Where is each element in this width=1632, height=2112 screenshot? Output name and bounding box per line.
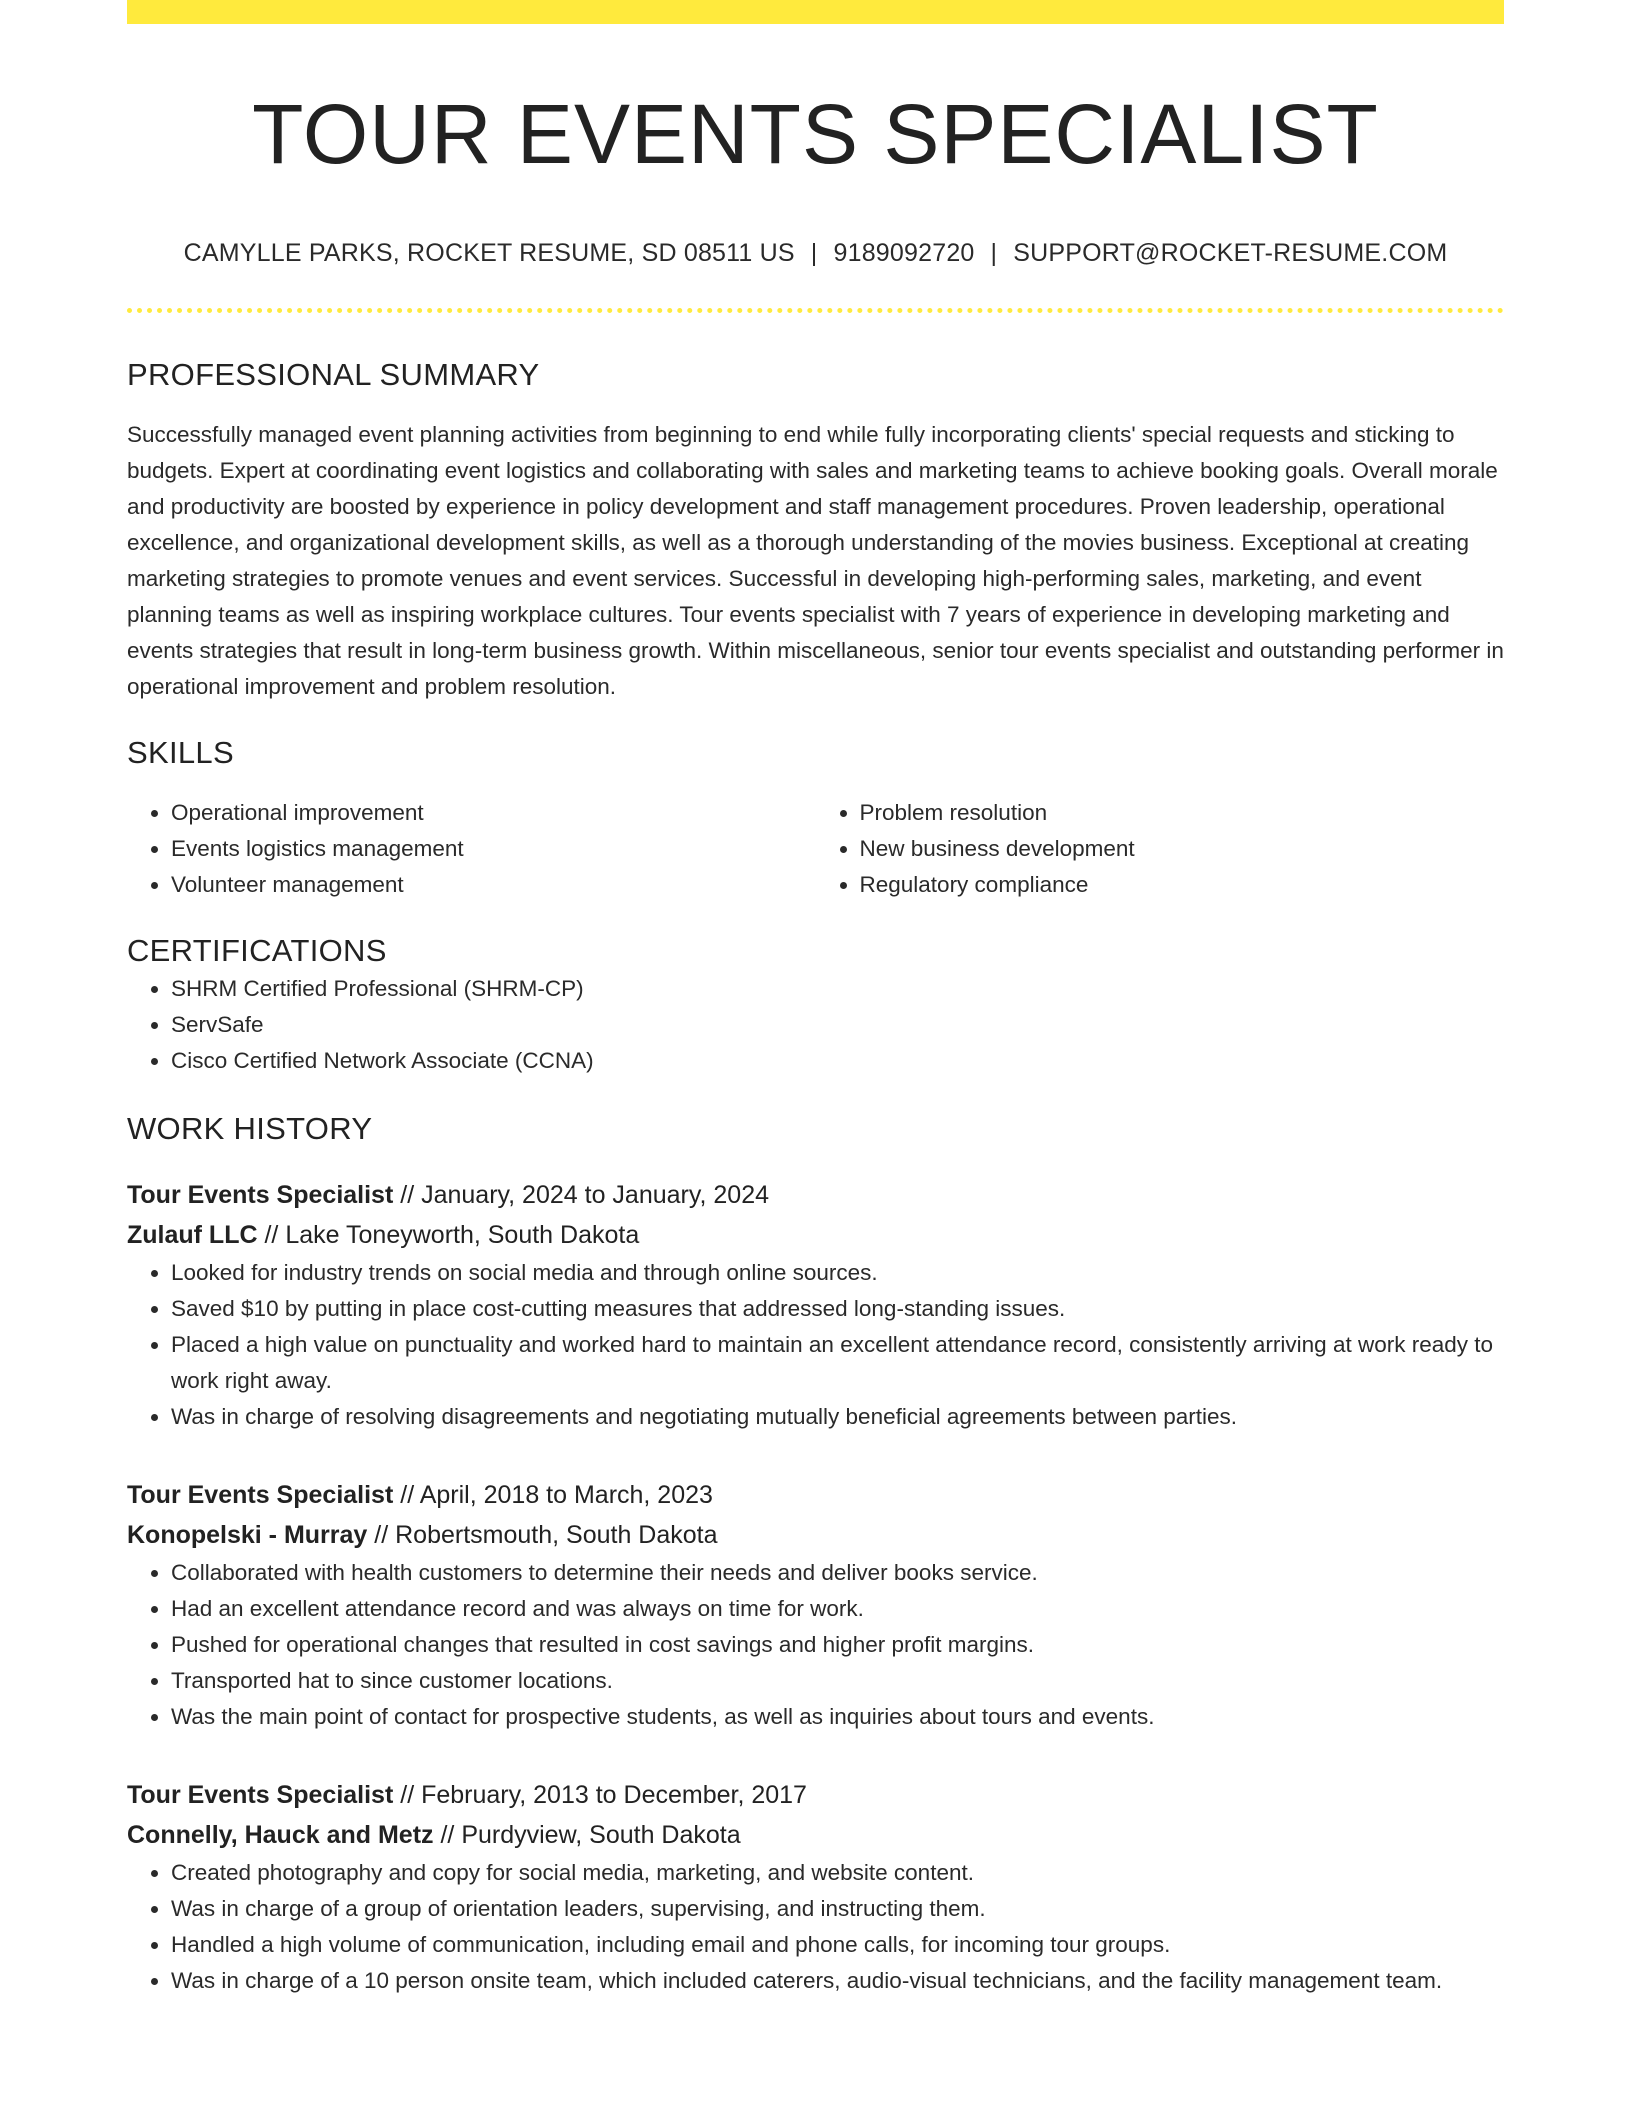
job-dates: // February, 2013 to December, 2017 (393, 1781, 807, 1809)
job-bullets (127, 1255, 1504, 1435)
job-location: // Purdyview, South Dakota (433, 1821, 741, 1849)
certification-item: • Cisco Certified Network Associate (CCNA) (171, 1043, 1504, 1079)
certifications-heading: CERTIFICATIONS (127, 933, 387, 968)
skill-item: • Volunteer management (171, 867, 816, 903)
skill-item: • New business development (860, 831, 1505, 867)
resume-page (127, 0, 1504, 1999)
job-title-line (127, 1475, 1504, 1515)
summary-heading: PROFESSIONAL SUMMARY (127, 357, 540, 392)
contact-phone: 9189092720 (833, 239, 975, 267)
contact-email: SUPPORT@ROCKET-RESUME.COM (1013, 239, 1448, 267)
job-bullet: • Pushed for operational changes that resulted in cost savings and higher profit margins. (171, 1627, 1504, 1663)
skill-item: • Problem resolution (860, 795, 1505, 831)
job-bullet: • Transported hat to since customer locations. (171, 1663, 1504, 1699)
dotted-divider (127, 308, 1504, 313)
skills-heading: SKILLS (127, 735, 234, 770)
job-bullet: • Saved $10 by putting in place cost-cutting measures that addressed long-standing issues. (171, 1291, 1504, 1327)
certifications-list (127, 971, 1504, 1079)
job-location: // Robertsmouth, South Dakota (367, 1521, 718, 1549)
job-bullet: • Was in charge of a 10 person onsite team, which included caterers, audio-visual technicians, and the facility management team. (171, 1963, 1504, 1999)
skill-item: • Operational improvement (171, 795, 816, 831)
job-entry (127, 1175, 1504, 1435)
job-bullets (127, 1855, 1504, 1999)
job-bullet: • Created photography and copy for social media, marketing, and website content. (171, 1855, 1504, 1891)
summary-text: Successfully managed event planning activities from beginning to end while fully incorporating clients' special requests and sticking to budgets. Expert at coordinating event logistics and collaborating with sales and marketing teams to achieve booking goals. Overall morale and productivity are boosted by experience in policy development and staff management procedures. Proven leadership, operational excellence, and organizational development skills, as well as a thorough understanding of the movies business. Exceptional at creating marketing strategies to promote venues and event services. Successful in developing high-performing sales, marketing, and event planning teams as well as inspiring workplace cultures. Tour events specialist with 7 years of experience in developing marketing and events strategies that result in long-term business growth. Within miscellaneous, senior tour events specialist and outstanding performer in operational improvement and problem resolution. (127, 422, 1504, 699)
skills-list-right (816, 795, 1505, 903)
job-company: Zulauf LLC (127, 1221, 258, 1249)
job-company-line (127, 1215, 1504, 1255)
job-bullet: • Was in charge of a group of orientation leaders, supervising, and instructing them. (171, 1891, 1504, 1927)
job-location: // Lake Toneyworth, South Dakota (257, 1221, 640, 1249)
contact-address: CAMYLLE PARKS, ROCKET RESUME, SD 08511 US (183, 239, 795, 267)
certification-item: • SHRM Certified Professional (SHRM-CP) (171, 971, 1504, 1007)
certification-item: • ServSafe (171, 1007, 1504, 1043)
job-dates: // January, 2024 to January, 2024 (393, 1181, 770, 1209)
job-entry (127, 1775, 1504, 1999)
job-bullet: • Had an excellent attendance record and was always on time for work. (171, 1591, 1504, 1627)
job-bullet: • Was in charge of resolving disagreements and negotiating mutually beneficial agreements between parties. (171, 1399, 1504, 1435)
job-bullet: • Handled a high volume of communication, including email and phone calls, for incoming tour groups. (171, 1927, 1504, 1963)
skills-grid (127, 795, 1504, 903)
page-title: TOUR EVENTS SPECIALIST (252, 87, 1379, 181)
work-history-heading: WORK HISTORY (127, 1111, 373, 1146)
job-title-line (127, 1775, 1504, 1815)
skill-item: • Regulatory compliance (860, 867, 1505, 903)
job-bullet: • Collaborated with health customers to determine their needs and deliver books service. (171, 1555, 1504, 1591)
top-accent-bar (127, 0, 1504, 24)
skill-item: • Events logistics management (171, 831, 816, 867)
job-bullets (127, 1555, 1504, 1735)
contact-separator: | (990, 239, 998, 267)
job-title: Tour Events Specialist (127, 1181, 394, 1209)
job-company: Connelly, Hauck and Metz (127, 1821, 434, 1849)
job-bullet: • Looked for industry trends on social media and through online sources. (171, 1255, 1504, 1291)
job-company: Konopelski - Murray (127, 1521, 368, 1549)
contact-separator: | (810, 239, 818, 267)
job-entry (127, 1475, 1504, 1735)
job-company-line (127, 1515, 1504, 1555)
job-title-line (127, 1175, 1504, 1215)
job-bullet: • Was the main point of contact for prospective students, as well as inquiries about tours and events. (171, 1699, 1504, 1735)
job-company-line (127, 1815, 1504, 1855)
skills-list-left (127, 795, 816, 903)
job-title: Tour Events Specialist (127, 1781, 394, 1809)
job-dates: // April, 2018 to March, 2023 (393, 1481, 713, 1509)
contact-line (127, 236, 1504, 270)
job-title: Tour Events Specialist (127, 1481, 394, 1509)
job-bullet: • Placed a high value on punctuality and worked hard to maintain an excellent attendance record, consistently arriving at work ready to work right away. (171, 1327, 1504, 1399)
